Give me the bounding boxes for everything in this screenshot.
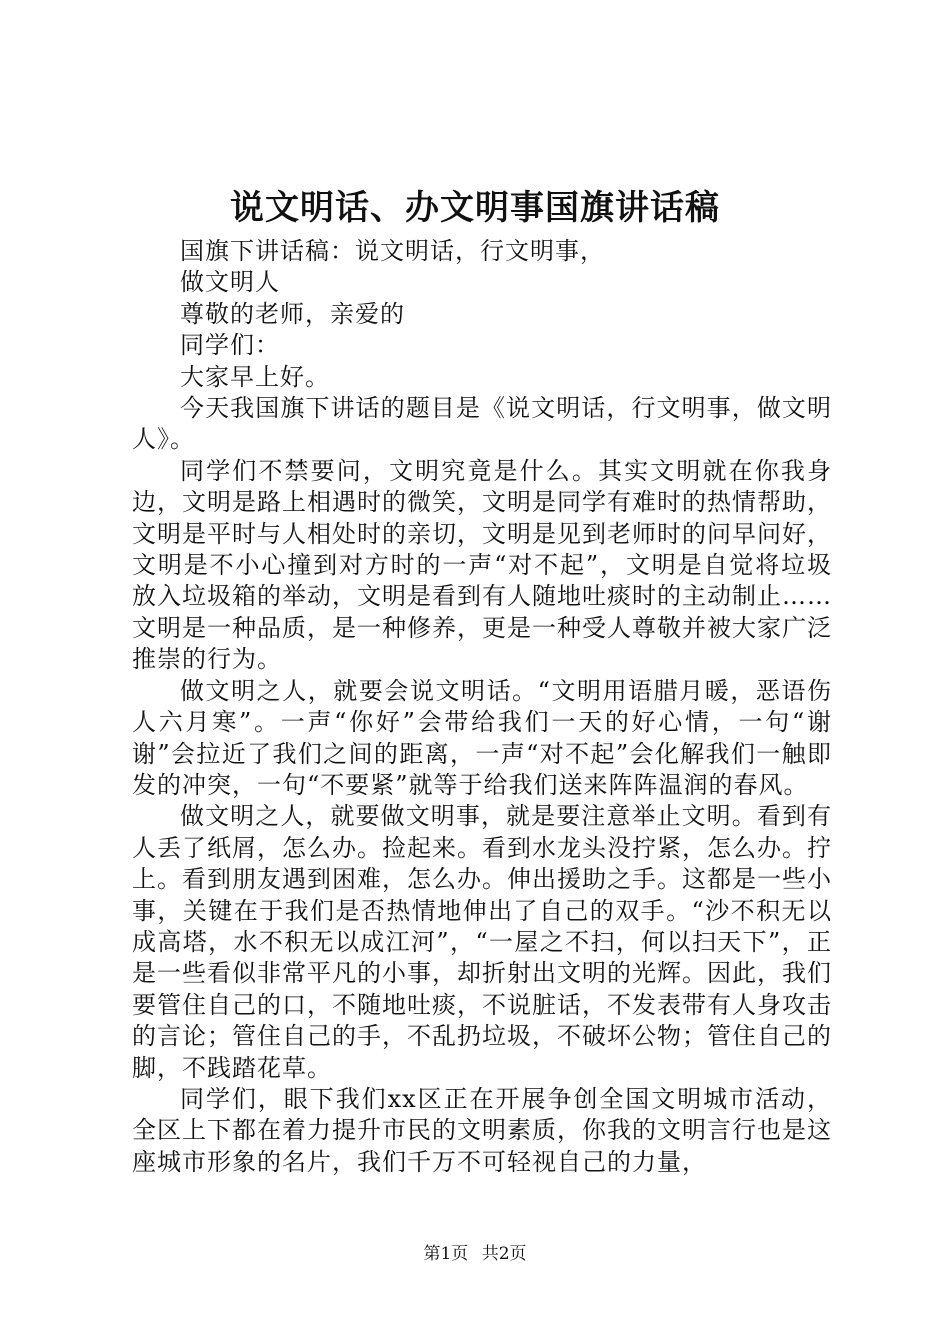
page-footer bbox=[0, 1242, 950, 1266]
paragraph-greeting-1: 尊敬的老师，亲爱的 bbox=[180, 299, 405, 328]
paragraph-greeting-2: 同学们： bbox=[180, 331, 280, 360]
paragraph-civil-deeds: 做文明之人，就要做文明事，就是要注意举止文明。看到有人丢了纸屑，怎么办。捡起来。看到水龙头没拧紧，怎么办。拧上。看到朋友遇到困难，怎么办。伸出援助之手。这都是一些小事，关键在于我们是否热情地伸出了自己的双手。“沙不积无以成高塔，水不积无以成江河”，“一屋之不扫，何以扫天下”，正是一些看似非常平凡的小事，却折射出文明的光辉。因此，我们要管住自己的口，不随地吐痰，不说脏话，不发表带有人身攻击的言论；管住自己的手，不乱扔垃圾，不破坏公物；管住自己的脚，不践踏花草。 bbox=[132, 802, 832, 1082]
paragraph-intro-2: 做文明人 bbox=[180, 268, 280, 297]
paragraph-intro-1: 国旗下讲话稿：说文明话，行文明事， bbox=[180, 237, 605, 265]
document-body bbox=[132, 236, 832, 1178]
paragraph-civil-speech: 做文明之人，就要会说文明话。“文明用语腊月暖，恶语伤人六月寒”。一声“你好”会带给我们一天的好心情，一句“谢谢”会拉近了我们之间的距离，一声“对不起”会化解我们一触即发的冲突，一句“不要紧”就等于给我们送来阵阵温润的春风。 bbox=[132, 676, 832, 799]
document-title: 说文明话、办文明事国旗讲话稿 bbox=[230, 188, 720, 228]
paragraph-greeting-3: 大家早上好。 bbox=[180, 362, 330, 391]
paragraph-what-is-civility: 同学们不禁要问，文明究竟是什么。其实文明就在你我身边，文明是路上相遇时的微笑，文明是同学有难时的热情帮助，文明是平时与人相处时的亲切，文明是见到老师时的问早问好，文明是不小心撞到对方时的一声“对不起”，文明是自觉将垃圾放入垃圾箱的举动，文明是看到有人随地吐痰时的主动制止……文明是一种品质，是一种修养，更是一种受人尊敬并被大家广泛推崇的行为。 bbox=[132, 456, 832, 674]
page-number: 第1页 bbox=[423, 1244, 469, 1264]
paragraph-city-campaign: 同学们，眼下我们xx区正在开展争创全国文明城市活动，全区上下都在着力提升市民的文明素质，你我的文明言行也是这座城市形象的名片，我们千万不可轻视自己的力量， bbox=[132, 1084, 832, 1176]
page-total: 共2页 bbox=[481, 1244, 527, 1264]
paragraph-topic: 今天我国旗下讲话的题目是《说文明话，行文明事，做文明人》。 bbox=[132, 394, 832, 454]
